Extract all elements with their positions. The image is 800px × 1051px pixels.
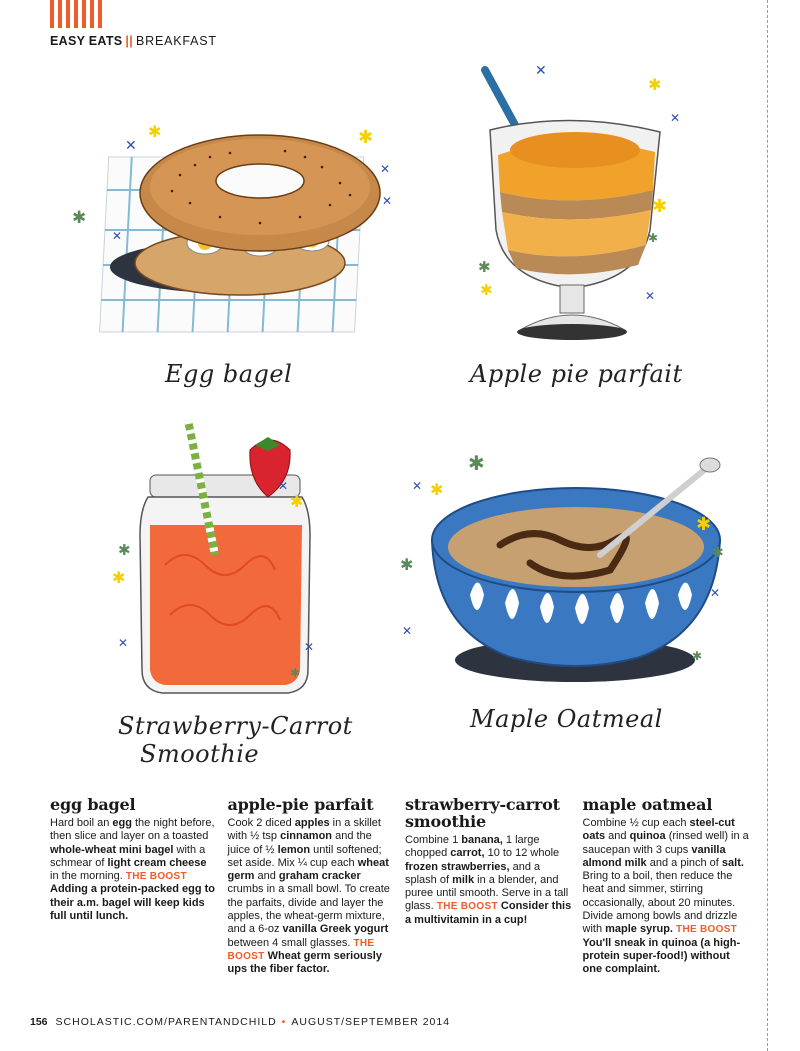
- recipe-text: and a pinch of: [646, 856, 722, 869]
- ingredient-highlight: quinoa: [629, 830, 666, 843]
- page-edge-dashed-line: [767, 0, 768, 1051]
- svg-text:✕: ✕: [710, 586, 721, 600]
- svg-text:✱: ✱: [648, 231, 659, 245]
- recipe-text: and: [605, 830, 630, 843]
- recipe-text: Cook 2 diced: [227, 817, 295, 829]
- recipe-text: crumbs in a small bowl. To create the parfaits, divide and layer the apples, the wheat-germ mixture, and a 6-oz: [227, 883, 390, 936]
- recipe-text: until softened; set aside. Mix ¼ cup each: [227, 843, 382, 869]
- svg-text:✕: ✕: [670, 111, 681, 125]
- recipe-title: apple-pie parfait: [227, 795, 374, 814]
- recipe-apple-pie-parfait: [228, 796, 396, 977]
- smoothie-illustration: [110, 415, 330, 705]
- section-header: [50, 34, 217, 48]
- footer-issue: AUGUST/SEPTEMBER 2014: [291, 1016, 451, 1028]
- recipe-text: between 4 small glasses.: [227, 936, 351, 949]
- svg-text:✱: ✱: [290, 666, 301, 680]
- recipe-text: the night before, then slice and layer on a toasted: [50, 817, 215, 843]
- recipe-title: strawberry-carrot smoothie: [405, 795, 560, 831]
- recipe-body: [228, 817, 396, 977]
- recipe-text: Combine 1: [405, 834, 462, 846]
- svg-text:✱: ✱: [400, 557, 414, 574]
- svg-text:✕: ✕: [380, 162, 391, 176]
- svg-text:✱: ✱: [358, 127, 374, 147]
- boost-text: You'll sneak in quinoa (a high-protein super-food!) without one complaint.: [582, 936, 741, 976]
- recipe-body: [405, 834, 573, 927]
- boost-label: THE BOOST: [676, 924, 738, 936]
- recipe-text: in a blender, and puree until smooth. Serve in a tall glass.: [405, 873, 569, 913]
- svg-text:✱: ✱: [118, 542, 131, 559]
- smoothie-caption-line1: Strawberry-Carrot: [118, 712, 353, 740]
- svg-text:✕: ✕: [118, 636, 129, 650]
- apple-pie-parfait-illustration: [460, 60, 700, 350]
- oatmeal-caption: Maple Oatmeal: [470, 705, 663, 733]
- recipe-egg-bagel: [50, 796, 218, 977]
- recipe-strawberry-carrot-smoothie: [405, 796, 573, 977]
- svg-text:✕: ✕: [112, 229, 123, 243]
- recipe-text: with a schmear of: [50, 843, 206, 869]
- page-number: 156: [30, 1016, 48, 1028]
- svg-text:✱: ✱: [478, 259, 491, 276]
- svg-text:✕: ✕: [278, 479, 289, 493]
- svg-text:✕: ✕: [125, 137, 137, 153]
- section-separator: ||: [125, 34, 134, 48]
- recipe-text: Bring to a boil, then reduce the heat and simmer, stirring occasionally, about 20 minutes. Divide among bowls and drizzle with: [582, 870, 738, 936]
- svg-text:✕: ✕: [535, 62, 547, 78]
- section-title: BREAKFAST: [136, 34, 217, 48]
- ingredient-highlight: whole-wheat mini bagel: [50, 843, 174, 856]
- recipe-instructions: [583, 817, 749, 935]
- recipe-title: maple oatmeal: [582, 795, 713, 814]
- svg-text:✱: ✱: [430, 482, 444, 499]
- header-stripes: [50, 0, 102, 28]
- recipe-body: [583, 817, 751, 977]
- recipe-text: Combine ½ cup each: [582, 817, 690, 829]
- ingredient-highlight: light cream cheese: [107, 856, 207, 869]
- recipe-text: in a skillet with ½ tsp: [227, 817, 381, 843]
- svg-text:✕: ✕: [382, 194, 393, 208]
- egg-bagel-illustration: [60, 95, 400, 345]
- svg-text:✱: ✱: [696, 514, 712, 534]
- ingredient-highlight: salt.: [721, 856, 744, 869]
- boost-text: Wheat germ seriously ups the fiber factor.: [227, 949, 382, 976]
- section-kicker: EASY EATS: [50, 34, 123, 48]
- ingredient-highlight: carrot,: [450, 847, 485, 860]
- svg-text:✱: ✱: [480, 282, 493, 299]
- svg-text:✱: ✱: [652, 196, 668, 216]
- recipe-text: in the morning.: [50, 870, 123, 883]
- ingredient-highlight: lemon: [277, 843, 311, 856]
- footer-site: SCHOLASTIC.COM/PARENTANDCHILD: [55, 1016, 277, 1028]
- parfait-caption: Apple pie parfait: [470, 360, 683, 388]
- ingredient-highlight: maple syrup.: [605, 923, 673, 936]
- recipe-text: and the juice of ½: [227, 830, 372, 856]
- svg-text:✕: ✕: [402, 624, 413, 638]
- ingredient-highlight: egg: [112, 817, 132, 829]
- ingredient-highlight: frozen strawberries,: [405, 860, 510, 873]
- ingredient-highlight: cinnamon: [280, 830, 333, 843]
- maple-oatmeal-illustration: [400, 445, 740, 695]
- recipe-text: 1 large chopped: [405, 834, 540, 860]
- ingredient-highlight: banana,: [461, 834, 503, 846]
- svg-text:✱: ✱: [112, 570, 126, 587]
- boost-text: Consider this a multivitamin in a cup!: [405, 900, 572, 926]
- ingredient-highlight: vanilla Greek yogurt: [282, 923, 389, 936]
- ingredient-highlight: graham cracker: [278, 870, 361, 883]
- svg-text:✱: ✱: [468, 453, 485, 475]
- ingredient-highlight: vanilla almond milk: [582, 843, 726, 869]
- ingredient-highlight: milk: [452, 873, 475, 886]
- recipe-maple-oatmeal: [583, 796, 751, 977]
- recipe-text: (rinsed well) in a saucepan with 3 cups: [582, 830, 749, 856]
- boost-label: THE BOOST: [227, 937, 375, 962]
- ingredient-highlight: steel-cut oats: [582, 817, 735, 843]
- svg-text:✱: ✱: [692, 649, 703, 663]
- ingredient-highlight: apples: [294, 817, 330, 829]
- svg-text:✱: ✱: [290, 494, 304, 511]
- svg-text:✱: ✱: [648, 77, 662, 94]
- egg-bagel-caption: Egg bagel: [165, 360, 293, 388]
- page-footer: [30, 1016, 450, 1028]
- svg-text:✕: ✕: [645, 289, 656, 303]
- recipe-text: and a splash of: [405, 860, 541, 886]
- recipe-text: and: [254, 870, 279, 883]
- smoothie-caption-line2: Smoothie: [140, 740, 260, 768]
- recipe-text: 10 to 12 whole: [484, 847, 560, 860]
- recipes-section: [50, 796, 750, 977]
- recipe-instructions: [228, 817, 390, 949]
- recipe-text: Hard boil an: [50, 817, 113, 829]
- recipe-body: [50, 817, 218, 923]
- svg-text:✱: ✱: [148, 124, 162, 141]
- svg-text:✕: ✕: [304, 640, 315, 654]
- svg-text:✱: ✱: [712, 544, 724, 560]
- svg-text:✱: ✱: [72, 208, 87, 227]
- boost-label: THE BOOST: [436, 901, 498, 913]
- svg-text:✕: ✕: [412, 479, 423, 493]
- boost-text: Adding a protein-packed egg to their a.m. bagel will keep kids full until lunch.: [50, 883, 216, 923]
- recipe-title: egg bagel: [50, 795, 136, 814]
- ingredient-highlight: wheat germ: [227, 856, 389, 883]
- boost-label: THE BOOST: [125, 871, 187, 883]
- footer-bullet: •: [281, 1016, 287, 1028]
